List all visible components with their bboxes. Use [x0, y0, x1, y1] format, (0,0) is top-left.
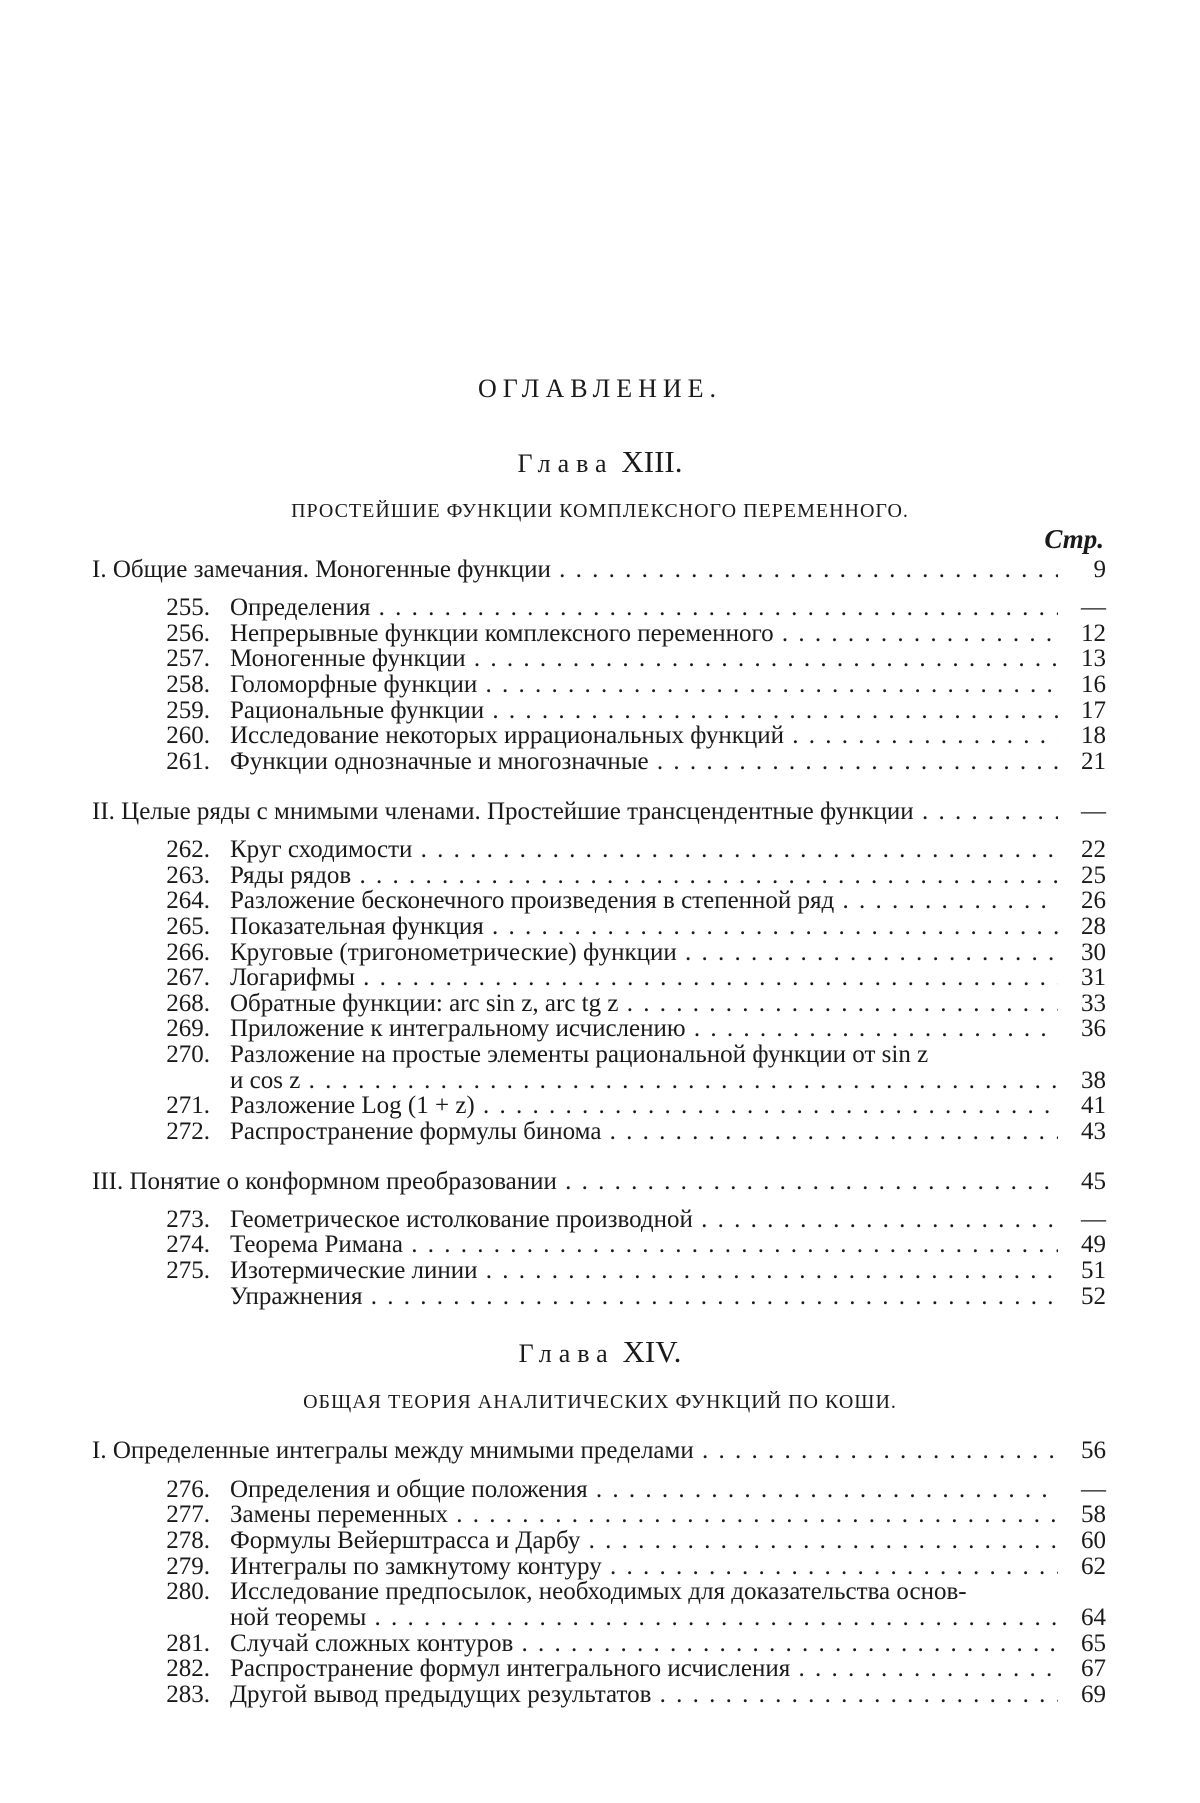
- page-number: 43: [1081, 1118, 1106, 1145]
- page-number: 18: [1081, 722, 1106, 749]
- toc-item-row[interactable]: [0, 1578, 1200, 1606]
- page-number: 41: [1081, 1092, 1106, 1119]
- item-title: Исследование предпосылок, необходимых для доказательства основ-: [230, 1578, 967, 1605]
- toc-item-row[interactable]: [0, 990, 1200, 1018]
- page-number: —: [1081, 594, 1106, 621]
- page-number: 16: [1081, 671, 1106, 698]
- item-number: 257.: [166, 645, 210, 672]
- page-number: 9: [1093, 556, 1106, 583]
- item-number: 273.: [166, 1206, 210, 1233]
- toc-item-row[interactable]: [0, 1681, 1200, 1709]
- item-number: 276.: [166, 1476, 210, 1503]
- toc-item-row[interactable]: [0, 887, 1200, 915]
- item-title: Геометрическое истолкование производной . . .: [230, 1206, 1058, 1234]
- item-title: Моногенные функции . . .: [230, 645, 1058, 673]
- toc-item-row[interactable]: [0, 1283, 1200, 1311]
- item-title: Разложение на простые элементы рациональной функции от sin z: [230, 1041, 929, 1068]
- item-title: Интегралы по замкнутому контуру . . .: [230, 1553, 1058, 1581]
- item-title: Обратные функции: arc sin z, arc tg z . . .: [230, 990, 1058, 1018]
- toc-item-row[interactable]: [0, 1206, 1200, 1234]
- toc-item-row[interactable]: [0, 722, 1200, 750]
- page-number: 65: [1081, 1630, 1106, 1657]
- item-title: Случай сложных контуров . . .: [230, 1630, 1058, 1658]
- item-number: 263.: [166, 862, 210, 889]
- item-number: 271.: [166, 1092, 210, 1119]
- item-title: Логарифмы . . .: [230, 964, 1058, 992]
- item-title: Рациональные функции . . .: [230, 697, 1058, 725]
- chapter-label: Глава: [517, 449, 614, 478]
- item-number: 282.: [166, 1655, 210, 1682]
- chapter-number: XIII.: [621, 444, 683, 479]
- toc-item-continuation[interactable]: [0, 1067, 1200, 1095]
- page-number: —: [1081, 1476, 1106, 1503]
- toc-section-row[interactable]: [0, 556, 1200, 584]
- page-number: 38: [1081, 1067, 1106, 1094]
- page-number: 45: [1081, 1168, 1106, 1195]
- section-title: III. Понятие о конформном преобразовании . . .: [92, 1168, 1058, 1196]
- item-title: Приложение к интегральному исчислению . . .: [230, 1015, 1058, 1043]
- item-number: 262.: [166, 836, 210, 863]
- page-number: 22: [1081, 836, 1106, 863]
- item-number: 272.: [166, 1118, 210, 1145]
- page-column-header: Стр.: [1044, 524, 1104, 554]
- item-number: 280.: [166, 1578, 210, 1605]
- toc-item-row[interactable]: [0, 594, 1200, 622]
- page-number: 30: [1081, 939, 1106, 966]
- toc-item-row[interactable]: [0, 1476, 1200, 1504]
- page-number: 36: [1081, 1015, 1106, 1042]
- item-number: 259.: [166, 697, 210, 724]
- toc-item-row[interactable]: [0, 1501, 1200, 1529]
- item-title: Голоморфные функции . . .: [230, 671, 1058, 699]
- toc-item-row[interactable]: [0, 1630, 1200, 1658]
- page-number: 67: [1081, 1655, 1106, 1682]
- item-number: 268.: [166, 990, 210, 1017]
- section-title: II. Целые ряды с мнимыми членами. Простейшие трансцендентные функции . . .: [92, 798, 1058, 826]
- item-title: Функции однозначные и многозначные . . .: [230, 748, 1058, 776]
- item-title: Теорема Римана . . .: [230, 1231, 1058, 1259]
- chapter-label: Глава: [518, 1339, 615, 1368]
- toc-item-row[interactable]: [0, 1118, 1200, 1146]
- item-number: 255.: [166, 594, 210, 621]
- toc-item-row[interactable]: [0, 836, 1200, 864]
- item-number: 264.: [166, 887, 210, 914]
- toc-item-row[interactable]: [0, 697, 1200, 725]
- item-title: Разложение Log (1 + z) . . .: [230, 1092, 1058, 1120]
- item-title: Упражнения . . .: [230, 1283, 1058, 1311]
- item-number: 269.: [166, 1015, 210, 1042]
- toc-item-row[interactable]: [0, 671, 1200, 699]
- page-number: 26: [1081, 887, 1106, 914]
- item-number: 274.: [166, 1231, 210, 1258]
- toc-item-row[interactable]: [0, 1257, 1200, 1285]
- page-number: 25: [1081, 862, 1106, 889]
- chapter-number: XIV.: [622, 1334, 682, 1369]
- item-title: Распространение формул интегрального исчисления . . .: [230, 1655, 1058, 1683]
- toc-item-row[interactable]: [0, 964, 1200, 992]
- item-title: Другой вывод предыдущих результатов . . .: [230, 1681, 1058, 1709]
- item-number: 275.: [166, 1257, 210, 1284]
- item-title: Исследование некоторых иррациональных функций . . .: [230, 722, 1058, 750]
- item-title: Круг сходимости . . .: [230, 836, 1058, 864]
- chapter-heading: [0, 1334, 1200, 1370]
- item-title: Разложение бесконечного произведения в степенной ряд . . .: [230, 887, 1058, 915]
- toc-item-row[interactable]: [0, 620, 1200, 648]
- page-number: 62: [1081, 1553, 1106, 1580]
- toc-item-continuation[interactable]: [0, 1604, 1200, 1632]
- page-number: 33: [1081, 990, 1106, 1017]
- page-number: —: [1081, 798, 1106, 825]
- item-number: 283.: [166, 1681, 210, 1708]
- chapter-subtitle: ПРОСТЕЙШИЕ ФУНКЦИИ КОМПЛЕКСНОГО ПЕРЕМЕННОГО.: [291, 500, 909, 522]
- chapter-subtitle: ОБЩАЯ ТЕОРИЯ АНАЛИТИЧЕСКИХ ФУНКЦИЙ ПО КОШИ.: [303, 1391, 897, 1413]
- item-title: Непрерывные функции комплексного переменного . . .: [230, 620, 1058, 648]
- item-title: Формулы Вейерштрасса и Дарбу . . .: [230, 1527, 1058, 1555]
- toc-item-row[interactable]: [0, 1655, 1200, 1683]
- item-number: 267.: [166, 964, 210, 991]
- item-number: 260.: [166, 722, 210, 749]
- toc-item-row[interactable]: [0, 913, 1200, 941]
- item-number: 266.: [166, 939, 210, 966]
- item-number: 277.: [166, 1501, 210, 1528]
- item-number: 265.: [166, 913, 210, 940]
- toc-item-row[interactable]: [0, 1041, 1200, 1069]
- page-number: 17: [1081, 697, 1106, 724]
- page-number: 56: [1081, 1437, 1106, 1464]
- item-number: 281.: [166, 1630, 210, 1657]
- page-number: 12: [1081, 620, 1106, 647]
- page-number: 28: [1081, 913, 1106, 940]
- toc-item-row[interactable]: [0, 748, 1200, 776]
- toc-item-row[interactable]: [0, 645, 1200, 673]
- page-number: 21: [1081, 748, 1106, 775]
- item-number: 270.: [166, 1041, 210, 1068]
- toc-item-row[interactable]: [0, 1527, 1200, 1555]
- item-number: 278.: [166, 1527, 210, 1554]
- item-number: 279.: [166, 1553, 210, 1580]
- toc-section-row[interactable]: [0, 798, 1200, 826]
- item-title-continuation: ной теоремы . . .: [230, 1604, 1058, 1632]
- page-number: 60: [1081, 1527, 1106, 1554]
- section-title: I. Определенные интегралы между мнимыми пределами . . .: [92, 1437, 1058, 1465]
- chapter-heading: [0, 444, 1200, 480]
- toc-title: ОГЛАВЛЕНИЕ.: [477, 374, 723, 403]
- page-number: 69: [1081, 1681, 1106, 1708]
- page-number: 51: [1081, 1257, 1106, 1284]
- item-title: Круговые (тригонометрические) функции . . .: [230, 939, 1058, 967]
- page-number: 13: [1081, 645, 1106, 672]
- item-title-continuation: и cos z . . .: [230, 1067, 1058, 1095]
- toc-item-row[interactable]: [0, 1553, 1200, 1581]
- page-number: 31: [1081, 964, 1106, 991]
- toc-item-row[interactable]: [0, 862, 1200, 890]
- page-number: 64: [1081, 1604, 1106, 1631]
- item-number: 258.: [166, 671, 210, 698]
- page-number: 49: [1081, 1231, 1106, 1258]
- toc-item-row[interactable]: [0, 939, 1200, 967]
- toc-item-row[interactable]: [0, 1231, 1200, 1259]
- item-title: Замены переменных . . .: [230, 1501, 1058, 1529]
- toc-item-row[interactable]: [0, 1015, 1200, 1043]
- item-title: Распространение формулы бинома . . .: [230, 1118, 1058, 1146]
- item-title: Изотермические линии . . .: [230, 1257, 1058, 1285]
- toc-section-row[interactable]: [0, 1168, 1200, 1196]
- item-title: Ряды рядов . . .: [230, 862, 1058, 890]
- item-title: Показательная функция . . .: [230, 913, 1058, 941]
- item-number: 261.: [166, 748, 210, 775]
- page-number: —: [1081, 1206, 1106, 1233]
- item-title: Определения и общие положения . . .: [230, 1476, 1058, 1504]
- toc-section-row[interactable]: [0, 1437, 1200, 1465]
- item-number: 256.: [166, 620, 210, 647]
- item-title: Определения . . .: [230, 594, 1058, 622]
- page-number: 52: [1081, 1283, 1106, 1310]
- toc-item-row[interactable]: [0, 1092, 1200, 1120]
- page-number: 58: [1081, 1501, 1106, 1528]
- section-title: I. Общие замечания. Моногенные функции . . .: [92, 556, 1058, 584]
